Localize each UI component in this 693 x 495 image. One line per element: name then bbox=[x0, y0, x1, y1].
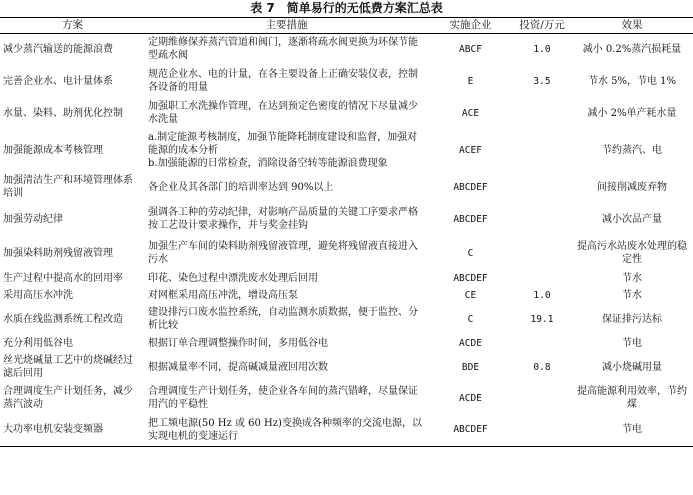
cell-effect: 节水 bbox=[622, 290, 642, 301]
cell-measure: 各企业及其各部门的培训率达到 90%以上 bbox=[148, 181, 334, 193]
cell-measure: 建设排污口废水监控系统，自动监测水质数据，便于监控、分析比较 bbox=[148, 307, 418, 331]
cell-measure: 定期维修保养蒸汽管道和阀门，逐渐将疏水阀更换为环保节能型疏水阀 bbox=[148, 37, 418, 61]
cell-effect: 节水 5%，节电 1% bbox=[587, 75, 677, 87]
cell-company: ACE bbox=[461, 107, 480, 119]
cell-company: ABCDEF bbox=[453, 273, 488, 284]
cell-measure: 合理调度生产计划任务，使企业各车间的蒸汽错峰，尽量保证用汽的平稳性 bbox=[148, 386, 418, 410]
cell-investment: 19.1 bbox=[530, 313, 554, 325]
header-measure: 主要措施 bbox=[145, 18, 428, 34]
cell-measure: 规范企业水、电的计量，在各主要设备上正确安装仪表，控制各设备的用量 bbox=[148, 69, 418, 93]
cell-investment: 0.8 bbox=[533, 361, 551, 373]
cell-plan: 减少蒸汽输送的能源浪费 bbox=[3, 43, 113, 55]
cell-plan: 生产过程中提高水的回用率 bbox=[3, 273, 123, 284]
cell-measure: 把工频电源(50 Hz 或 60 Hz)变换成各种频率的交流电源，以实现电机的变速运行 bbox=[145, 414, 428, 446]
cell-investment bbox=[513, 128, 571, 172]
table-body bbox=[0, 34, 693, 447]
cell-plan: 水量、染料、助剂优化控制 bbox=[3, 107, 123, 119]
cell-plan: 大功率电机安装变频器 bbox=[0, 414, 145, 446]
cell-investment: 3.5 bbox=[533, 75, 551, 87]
table-row bbox=[0, 334, 693, 352]
cell-effect: 节电 bbox=[622, 337, 642, 349]
cell-company: E bbox=[467, 75, 474, 87]
cell-effect: 保证排污达标 bbox=[602, 313, 662, 325]
header-company: 实施企业 bbox=[428, 18, 513, 34]
cell-measure: 强调各工种的劳动纪律，对影响产品质量的关键工序要求严格按工艺设计要求操作，并与奖金挂钩 bbox=[148, 207, 418, 231]
cell-effect: 节约蒸汽、电 bbox=[602, 144, 662, 156]
cell-company: ACEF bbox=[459, 144, 482, 156]
cell-effect: 提高能源利用效率，节约煤 bbox=[577, 386, 687, 410]
cell-company: BDE bbox=[461, 361, 480, 373]
cell-effect: 提高污水站废水处理的稳定性 bbox=[577, 241, 687, 265]
table-row bbox=[0, 34, 693, 65]
cell-investment: 1.0 bbox=[533, 43, 551, 55]
table-row bbox=[0, 98, 693, 128]
cell-effect: 节电 bbox=[571, 414, 693, 446]
cell-company: ABCDEF bbox=[453, 213, 488, 225]
header-effect: 效果 bbox=[571, 18, 693, 34]
cell-effect: 减小烧碱用量 bbox=[602, 361, 662, 373]
header-plan: 方案 bbox=[0, 18, 145, 34]
table-row bbox=[0, 352, 693, 382]
cell-investment bbox=[513, 236, 571, 270]
cell-investment bbox=[513, 202, 571, 236]
summary-table bbox=[0, 17, 693, 447]
cell-measure: 印花、染色过程中漂洗废水处理后回用 bbox=[148, 273, 318, 284]
cell-plan: 加强劳动纪律 bbox=[3, 213, 63, 225]
cell-investment bbox=[513, 414, 571, 446]
cell-investment bbox=[513, 334, 571, 352]
cell-company: ABCDEF bbox=[453, 181, 488, 193]
cell-plan: 采用高压水冲洗 bbox=[3, 290, 73, 301]
cell-investment bbox=[513, 270, 571, 287]
table-row bbox=[0, 414, 693, 446]
cell-plan: 完善企业水、电计量体系 bbox=[3, 75, 113, 87]
cell-plan: 丝光烧碱量工艺中的烧碱经过滤后回用 bbox=[3, 355, 133, 379]
table-row bbox=[0, 382, 693, 414]
table-row bbox=[0, 172, 693, 202]
table-row bbox=[0, 236, 693, 270]
cell-effect: 减小 2%单产耗水量 bbox=[587, 107, 677, 119]
cell-measure: 加强职工水洗操作管理，在达到预定色密度的情况下尽量减少水洗量 bbox=[148, 101, 418, 125]
cell-company: C bbox=[467, 247, 474, 259]
cell-plan: 加强染料助剂残留液管理 bbox=[3, 247, 113, 259]
table-row bbox=[0, 287, 693, 304]
table-row bbox=[0, 128, 693, 172]
table-row bbox=[0, 202, 693, 236]
cell-measure: 根据订单合理调整操作时间，多用低谷电 bbox=[148, 337, 328, 349]
cell-investment bbox=[513, 172, 571, 202]
table-row bbox=[0, 304, 693, 334]
cell-measure: 对网框采用高压冲洗，增设高压泵 bbox=[148, 290, 298, 301]
cell-plan: 合理调度生产计划任务，减少蒸汽波动 bbox=[3, 386, 133, 410]
cell-measure: 根据减量率不同，提高碱减量液回用次数 bbox=[148, 361, 328, 373]
cell-plan: 水质在线监测系统工程改造 bbox=[3, 313, 123, 325]
cell-effect: 减小次品产量 bbox=[602, 213, 662, 225]
cell-investment bbox=[513, 98, 571, 128]
cell-plan: 加强能源成本考核管理 bbox=[3, 144, 103, 156]
cell-company: C bbox=[467, 313, 474, 325]
table-row bbox=[0, 64, 693, 98]
cell-company: ABCF bbox=[459, 43, 482, 55]
cell-company: ABCDEF bbox=[428, 414, 513, 446]
table-header bbox=[0, 18, 693, 34]
cell-effect: 减小 0.2%蒸汽损耗量 bbox=[582, 43, 682, 55]
cell-company: ACDE bbox=[459, 337, 482, 349]
cell-investment bbox=[513, 382, 571, 414]
cell-effect: 节水 bbox=[622, 273, 642, 284]
cell-plan: 充分利用低谷电 bbox=[3, 337, 73, 349]
cell-measure: 加强生产车间的染料助剂残留液管理，避免将残留液直接进入污水 bbox=[148, 241, 418, 265]
table-caption: 表 7 简单易行的无低费方案汇总表 bbox=[250, 1, 443, 15]
table-row bbox=[0, 270, 693, 287]
cell-company: CE bbox=[464, 290, 477, 301]
header-investment: 投资/万元 bbox=[513, 18, 571, 34]
cell-investment: 1.0 bbox=[533, 290, 551, 301]
cell-company: ACDE bbox=[459, 392, 482, 404]
cell-measure: a.制定能源考核制度，加强节能降耗制度建设和监督，加强对能源的成本分析 b.加强能源的日常检查，消除设备空转等能源浪费现象 bbox=[148, 131, 418, 169]
cell-plan: 加强清洁生产和环境管理体系培训 bbox=[3, 175, 133, 199]
cell-effect: 间接削减废弃物 bbox=[597, 181, 667, 193]
